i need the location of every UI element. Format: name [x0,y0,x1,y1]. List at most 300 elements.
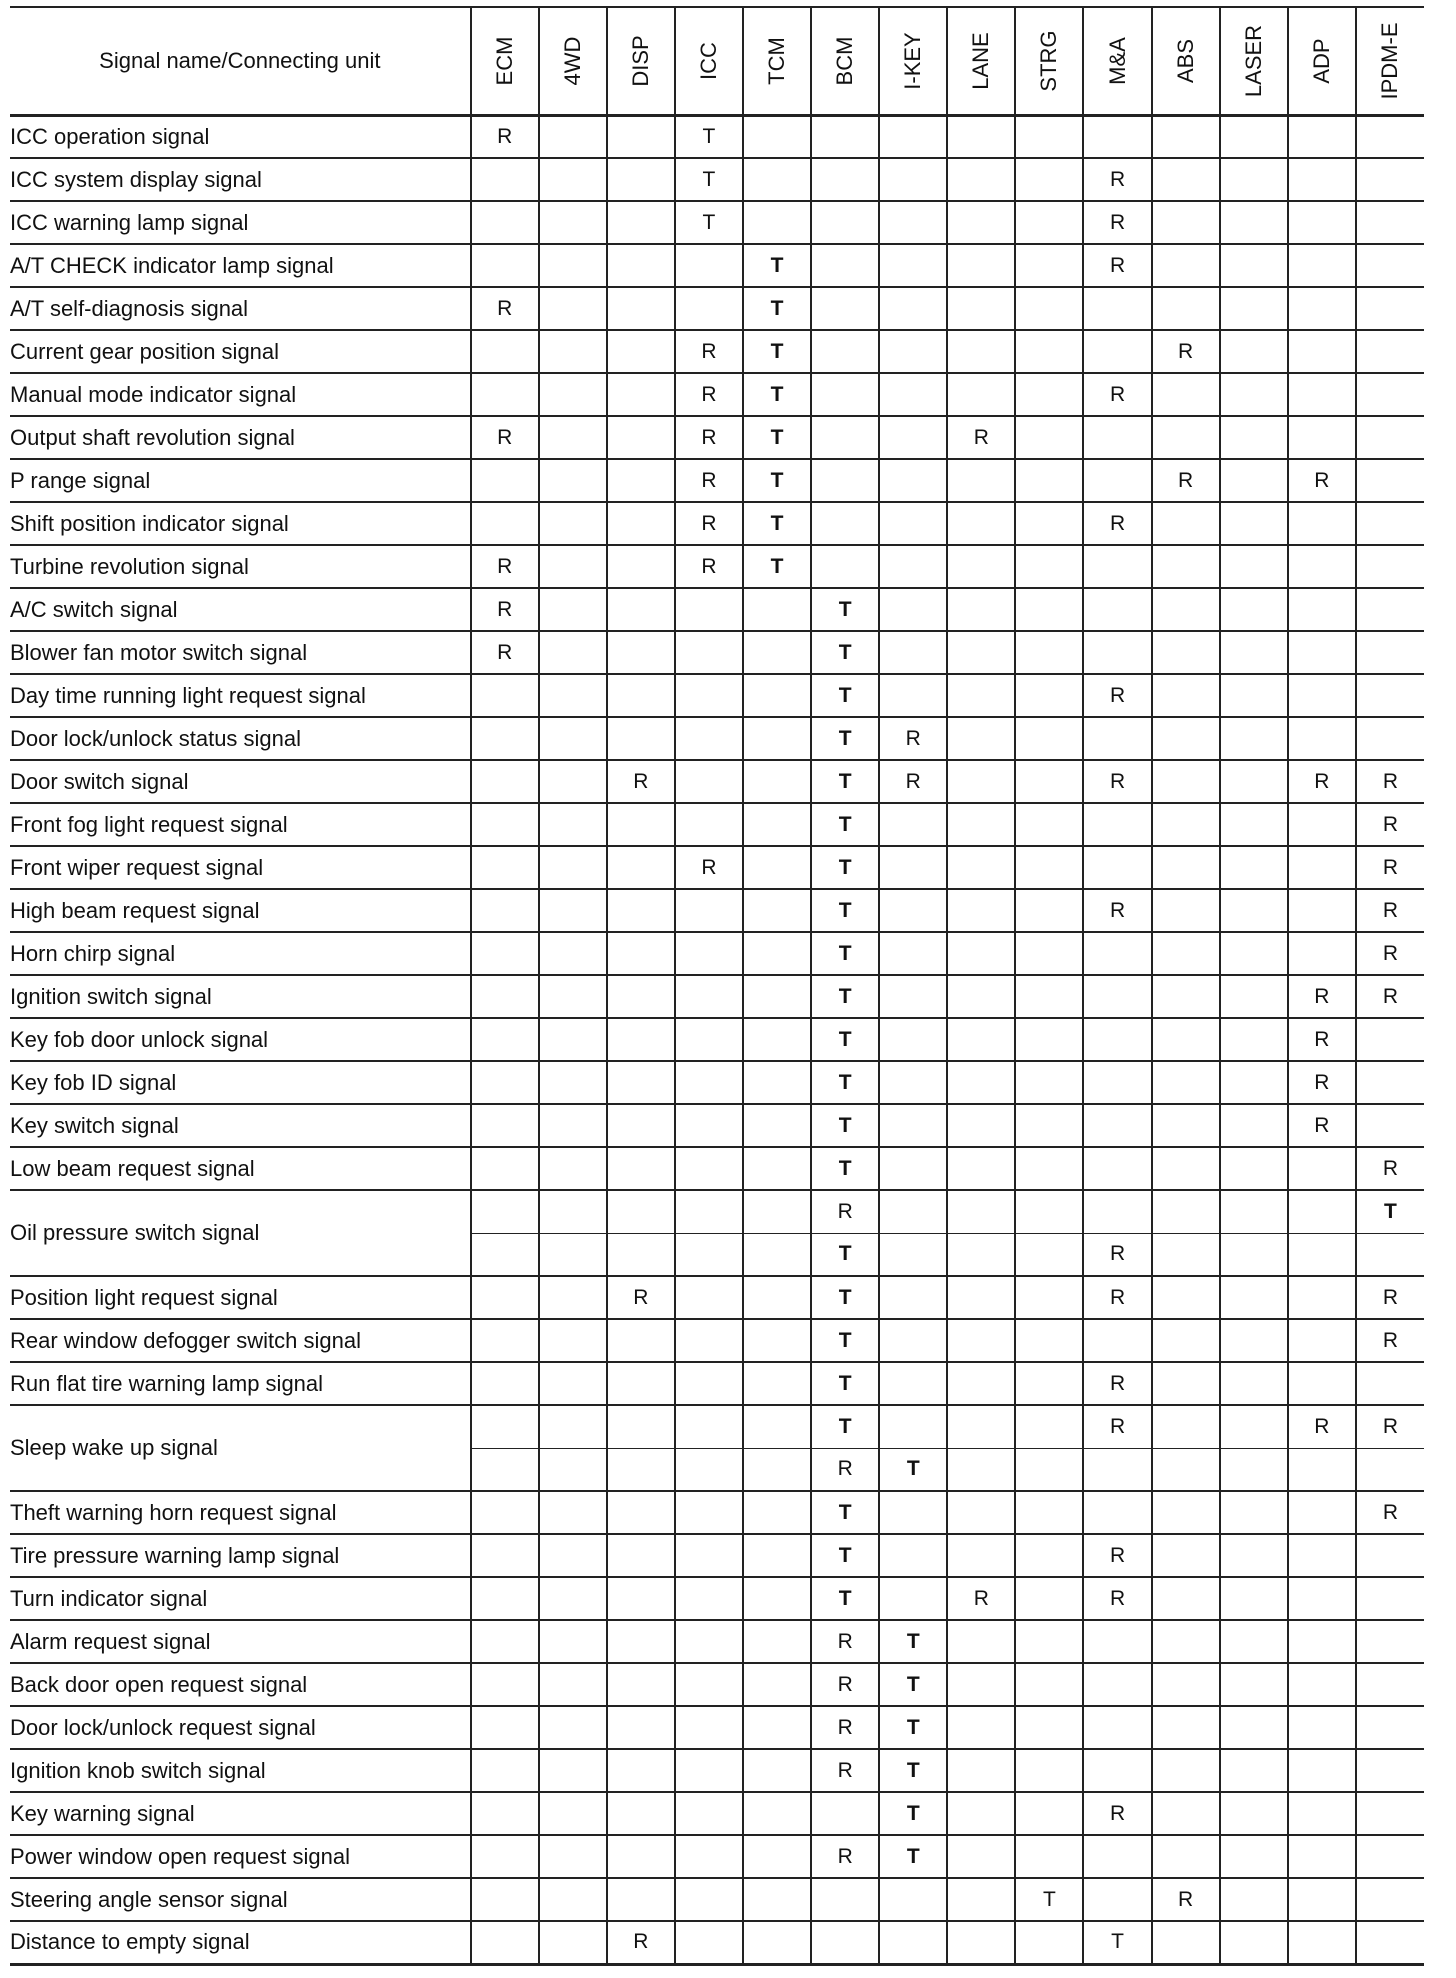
table-row [10,287,1424,330]
signal-cell [471,1878,539,1921]
signal-cell [1288,1147,1356,1190]
signal-cell [1356,330,1424,373]
signal-cell [879,201,947,244]
signal-cell [1220,502,1288,545]
signal-cell [471,717,539,760]
signal-cell [539,1534,607,1577]
signal-cell [1220,1663,1288,1706]
table-row [10,588,1424,631]
signal-name: Key switch signal [10,1104,471,1147]
signal-cell [1220,1534,1288,1577]
table-row [10,330,1424,373]
signal-cell [539,373,607,416]
signal-cell [879,1276,947,1319]
signal-cell [539,1362,607,1405]
signal-cell: R [1083,1577,1151,1620]
signal-cell [947,889,1015,932]
signal-cell: T [675,115,743,158]
signal-cell: R [1356,846,1424,889]
signal-cell [607,1534,675,1577]
signal-cell: T [879,1706,947,1749]
signal-cell: R [1152,1878,1220,1921]
signal-cell [1015,1233,1083,1276]
signal-cell [1083,1018,1151,1061]
signal-cell [1152,416,1220,459]
signal-cell [1015,1147,1083,1190]
signal-cell [675,803,743,846]
signal-name: Output shaft revolution signal [10,416,471,459]
signal-cell [1356,588,1424,631]
signal-cell [879,631,947,674]
signal-cell [1083,1620,1151,1663]
signal-cell [1356,1534,1424,1577]
signal-cell [879,1233,947,1276]
signal-cell: R [1083,760,1151,803]
signal-cell [879,588,947,631]
signal-cell [947,1792,1015,1835]
table-row [10,545,1424,588]
signal-cell [1015,1620,1083,1663]
signal-cell [743,588,811,631]
unit-header [1083,7,1151,115]
signal-cell [539,1878,607,1921]
signal-cell [1220,287,1288,330]
unit-header-label: 4WD [559,36,585,86]
signal-name: Distance to empty signal [10,1921,471,1964]
signal-cell: T [811,1104,879,1147]
table-row [10,158,1424,201]
signal-cell: T [879,1663,947,1706]
signal-cell [879,459,947,502]
signal-cell [1152,1921,1220,1964]
signal-cell [879,889,947,932]
signal-cell [1015,459,1083,502]
table-row [10,674,1424,717]
signal-cell [675,1577,743,1620]
signal-cell [607,1061,675,1104]
signal-cell [1288,889,1356,932]
signal-cell [539,1921,607,1964]
table-row [10,1491,1424,1534]
signal-cell [1152,244,1220,287]
signal-cell [607,1104,675,1147]
signal-cell: R [811,1835,879,1878]
signal-cell [471,1319,539,1362]
signal-cell [1152,1620,1220,1663]
signal-cell [743,1061,811,1104]
signal-name: High beam request signal [10,889,471,932]
signal-cell [1152,1233,1220,1276]
signal-cell [1083,1663,1151,1706]
signal-cell [947,1878,1015,1921]
signal-cell: R [1356,889,1424,932]
signal-cell [879,330,947,373]
signal-cell [743,1620,811,1663]
signal-cell [675,1878,743,1921]
signal-cell [471,1018,539,1061]
signal-cell [1152,846,1220,889]
signal-cell [1356,287,1424,330]
signal-cell [675,1319,743,1362]
signal-name: Door switch signal [10,760,471,803]
signal-cell [1015,846,1083,889]
signal-cell [675,1534,743,1577]
signal-cell [1356,1061,1424,1104]
signal-cell [1015,717,1083,760]
signal-cell [879,373,947,416]
signal-cell: R [471,115,539,158]
signal-cell [675,889,743,932]
signal-cell [1015,1835,1083,1878]
signal-cell [879,416,947,459]
signal-cell: T [811,1147,879,1190]
signal-cell [471,1104,539,1147]
signal-cell [1220,932,1288,975]
signal-cell: R [1356,1319,1424,1362]
unit-header-label: IPDM-E [1377,22,1403,100]
signal-cell [1083,717,1151,760]
signal-cell [1152,932,1220,975]
signal-name: Oil pressure switch signal [10,1190,471,1276]
signal-cell [471,1362,539,1405]
signal-cell [743,803,811,846]
signal-cell: R [811,1620,879,1663]
table-row [10,803,1424,846]
signal-cell [1083,631,1151,674]
signal-cell: T [811,1061,879,1104]
signal-cell [1356,1921,1424,1964]
signal-cell [811,287,879,330]
signal-cell [743,1577,811,1620]
unit-header [811,7,879,115]
signal-cell [607,1491,675,1534]
signal-cell [471,1534,539,1577]
signal-cell [947,717,1015,760]
signal-cell [1015,373,1083,416]
unit-header [947,7,1015,115]
signal-cell [1152,1104,1220,1147]
signal-cell: T [811,846,879,889]
signal-cell [607,158,675,201]
signal-cell [1356,1878,1424,1921]
signal-cell [1288,932,1356,975]
signal-cell [1220,1749,1288,1792]
table-row [10,1749,1424,1792]
signal-cell [879,803,947,846]
signal-cell [539,1706,607,1749]
signal-cell [607,1620,675,1663]
signal-cell [675,1792,743,1835]
signal-cell [1015,975,1083,1018]
signal-cell [607,1405,675,1448]
signal-cell [471,1577,539,1620]
signal-cell [675,674,743,717]
signal-name: Day time running light request signal [10,674,471,717]
signal-cell [811,373,879,416]
signal-cell [1083,1749,1151,1792]
signal-cell [1288,1921,1356,1964]
signal-cell: T [1015,1878,1083,1921]
signal-cell [879,1061,947,1104]
signal-cell [743,1491,811,1534]
signal-cell: T [811,1577,879,1620]
unit-header-label: LANE [968,32,994,90]
signal-cell [539,1663,607,1706]
signal-cell [743,889,811,932]
signal-cell [539,1749,607,1792]
signal-cell [675,1061,743,1104]
signal-cell [1220,1104,1288,1147]
signal-cell [1220,1878,1288,1921]
signal-cell [743,1018,811,1061]
signal-cell [879,115,947,158]
signal-name: Rear window defogger switch signal [10,1319,471,1362]
signal-cell: R [1083,1405,1151,1448]
signal-cell [675,287,743,330]
signal-name: Shift position indicator signal [10,502,471,545]
signal-cell [1152,588,1220,631]
signal-cell: R [811,1663,879,1706]
signal-cell [879,158,947,201]
signal-cell [879,1405,947,1448]
signal-cell [947,115,1015,158]
signal-cell [743,1104,811,1147]
signal-cell [1015,416,1083,459]
signal-cell [811,545,879,588]
signal-cell [1288,1706,1356,1749]
table-row [10,201,1424,244]
signal-cell [471,760,539,803]
signal-name: Door lock/unlock status signal [10,717,471,760]
signal-cell: R [1288,459,1356,502]
signal-cell [1152,1749,1220,1792]
signal-cell: T [811,631,879,674]
signal-cell [1356,1018,1424,1061]
signal-cell: R [811,1706,879,1749]
signal-cell [607,545,675,588]
signal-cell [879,287,947,330]
signal-cell [675,588,743,631]
signal-cell: R [675,330,743,373]
signal-cell [1083,803,1151,846]
signal-cell [1152,502,1220,545]
signal-cell [1220,416,1288,459]
signal-cell [811,416,879,459]
signal-cell [1220,545,1288,588]
signal-cell [675,1921,743,1964]
signal-cell [471,1835,539,1878]
signal-cell [947,1491,1015,1534]
signal-cell [1356,674,1424,717]
signal-cell [539,717,607,760]
signal-cell [539,631,607,674]
signal-cell [1083,1491,1151,1534]
signal-name: Run flat tire warning lamp signal [10,1362,471,1405]
signal-cell [1152,1061,1220,1104]
signal-cell [1288,545,1356,588]
table-row [10,760,1424,803]
signal-cell [879,502,947,545]
signal-table-sheet [10,6,1424,1966]
signal-cell [471,1620,539,1663]
signal-cell [607,244,675,287]
signal-cell [1220,1620,1288,1663]
signal-cell [947,1276,1015,1319]
signal-cell: T [743,244,811,287]
signal-cell: R [811,1190,879,1233]
signal-name: Tire pressure warning lamp signal [10,1534,471,1577]
signal-name: Position light request signal [10,1276,471,1319]
signal-cell: T [811,1534,879,1577]
signal-cell: R [1083,373,1151,416]
signal-cell [743,1663,811,1706]
signal-cell [1015,1534,1083,1577]
signal-name: Ignition knob switch signal [10,1749,471,1792]
signal-cell [1288,1577,1356,1620]
signal-cell [947,1448,1015,1491]
signal-cell [607,1190,675,1233]
signal-cell [1220,1921,1288,1964]
signal-cell [539,287,607,330]
unit-header-label: LASER [1240,24,1266,97]
signal-cell [1288,1276,1356,1319]
table-row [10,244,1424,287]
signal-cell [743,1319,811,1362]
unit-header [1220,7,1288,115]
signal-cell [1220,158,1288,201]
unit-header-label: DISP [627,35,653,87]
signal-cell [1152,1835,1220,1878]
signal-cell: R [1356,803,1424,846]
signal-name-header: Signal name/Connecting unit [10,7,471,115]
signal-cell [471,1061,539,1104]
signal-cell [1015,588,1083,631]
table-row [10,1663,1424,1706]
signal-cell [1220,1319,1288,1362]
signal-cell [675,1405,743,1448]
signal-cell [743,1534,811,1577]
signal-cell: T [811,1319,879,1362]
signal-cell [539,846,607,889]
unit-header-label: I-KEY [900,32,926,90]
signal-cell [743,1276,811,1319]
signal-cell [1015,631,1083,674]
signal-cell: R [1152,459,1220,502]
signal-cell [539,674,607,717]
signal-cell [1288,1319,1356,1362]
signal-cell: T [879,1835,947,1878]
signal-cell [1220,631,1288,674]
signal-cell [607,889,675,932]
unit-header-label: STRG [1036,30,1062,92]
signal-cell [947,674,1015,717]
signal-cell [539,115,607,158]
signal-cell [1152,717,1220,760]
signal-cell [879,932,947,975]
signal-cell [947,373,1015,416]
signal-name: ICC warning lamp signal [10,201,471,244]
signal-cell [743,1190,811,1233]
signal-cell [947,1362,1015,1405]
signal-name: Key fob door unlock signal [10,1018,471,1061]
signal-cell [1152,545,1220,588]
signal-cell [539,1104,607,1147]
signal-cell [539,502,607,545]
signal-cell [1220,1190,1288,1233]
signal-cell [539,1577,607,1620]
signal-cell [1083,1878,1151,1921]
signal-cell [743,1147,811,1190]
signal-cell: R [607,760,675,803]
signal-cell [1288,115,1356,158]
table-row [10,502,1424,545]
signal-cell [743,1878,811,1921]
signal-cell [1083,846,1151,889]
signal-cell [947,1663,1015,1706]
signal-cell: R [879,717,947,760]
signal-name: Alarm request signal [10,1620,471,1663]
signal-cell [1356,158,1424,201]
signal-cell: T [879,1749,947,1792]
signal-cell [947,588,1015,631]
signal-cell [879,846,947,889]
signal-cell [1152,1534,1220,1577]
signal-cell [1288,502,1356,545]
table-body [10,115,1424,1964]
table-row [10,1706,1424,1749]
signal-cell [1220,588,1288,631]
signal-cell [539,760,607,803]
signal-cell [607,803,675,846]
signal-cell [539,416,607,459]
signal-cell [1220,201,1288,244]
table-row [10,975,1424,1018]
signal-cell [1288,1792,1356,1835]
signal-name: Front wiper request signal [10,846,471,889]
signal-cell [1220,1405,1288,1448]
signal-cell: R [811,1448,879,1491]
signal-cell [1152,1362,1220,1405]
unit-header [1288,7,1356,115]
table-row [10,631,1424,674]
signal-cell [675,631,743,674]
signal-cell [1152,1448,1220,1491]
signal-cell [1288,1620,1356,1663]
signal-cell [1220,717,1288,760]
signal-cell [471,502,539,545]
signal-cell: R [1083,502,1151,545]
signal-cell [947,846,1015,889]
signal-cell [1015,674,1083,717]
signal-cell [1288,416,1356,459]
signal-cell [1356,1577,1424,1620]
signal-cell: T [811,674,879,717]
signal-cell [1152,674,1220,717]
signal-cell [1356,1835,1424,1878]
signal-cell [1015,1749,1083,1792]
signal-cell [743,1792,811,1835]
signal-cell: R [1083,244,1151,287]
signal-cell [471,975,539,1018]
signal-name: Steering angle sensor signal [10,1878,471,1921]
signal-cell [1356,1233,1424,1276]
signal-cell [1083,1061,1151,1104]
table-row [10,1921,1424,1964]
signal-cell [539,459,607,502]
signal-cell [947,1104,1015,1147]
signal-cell [675,244,743,287]
table-row [10,846,1424,889]
